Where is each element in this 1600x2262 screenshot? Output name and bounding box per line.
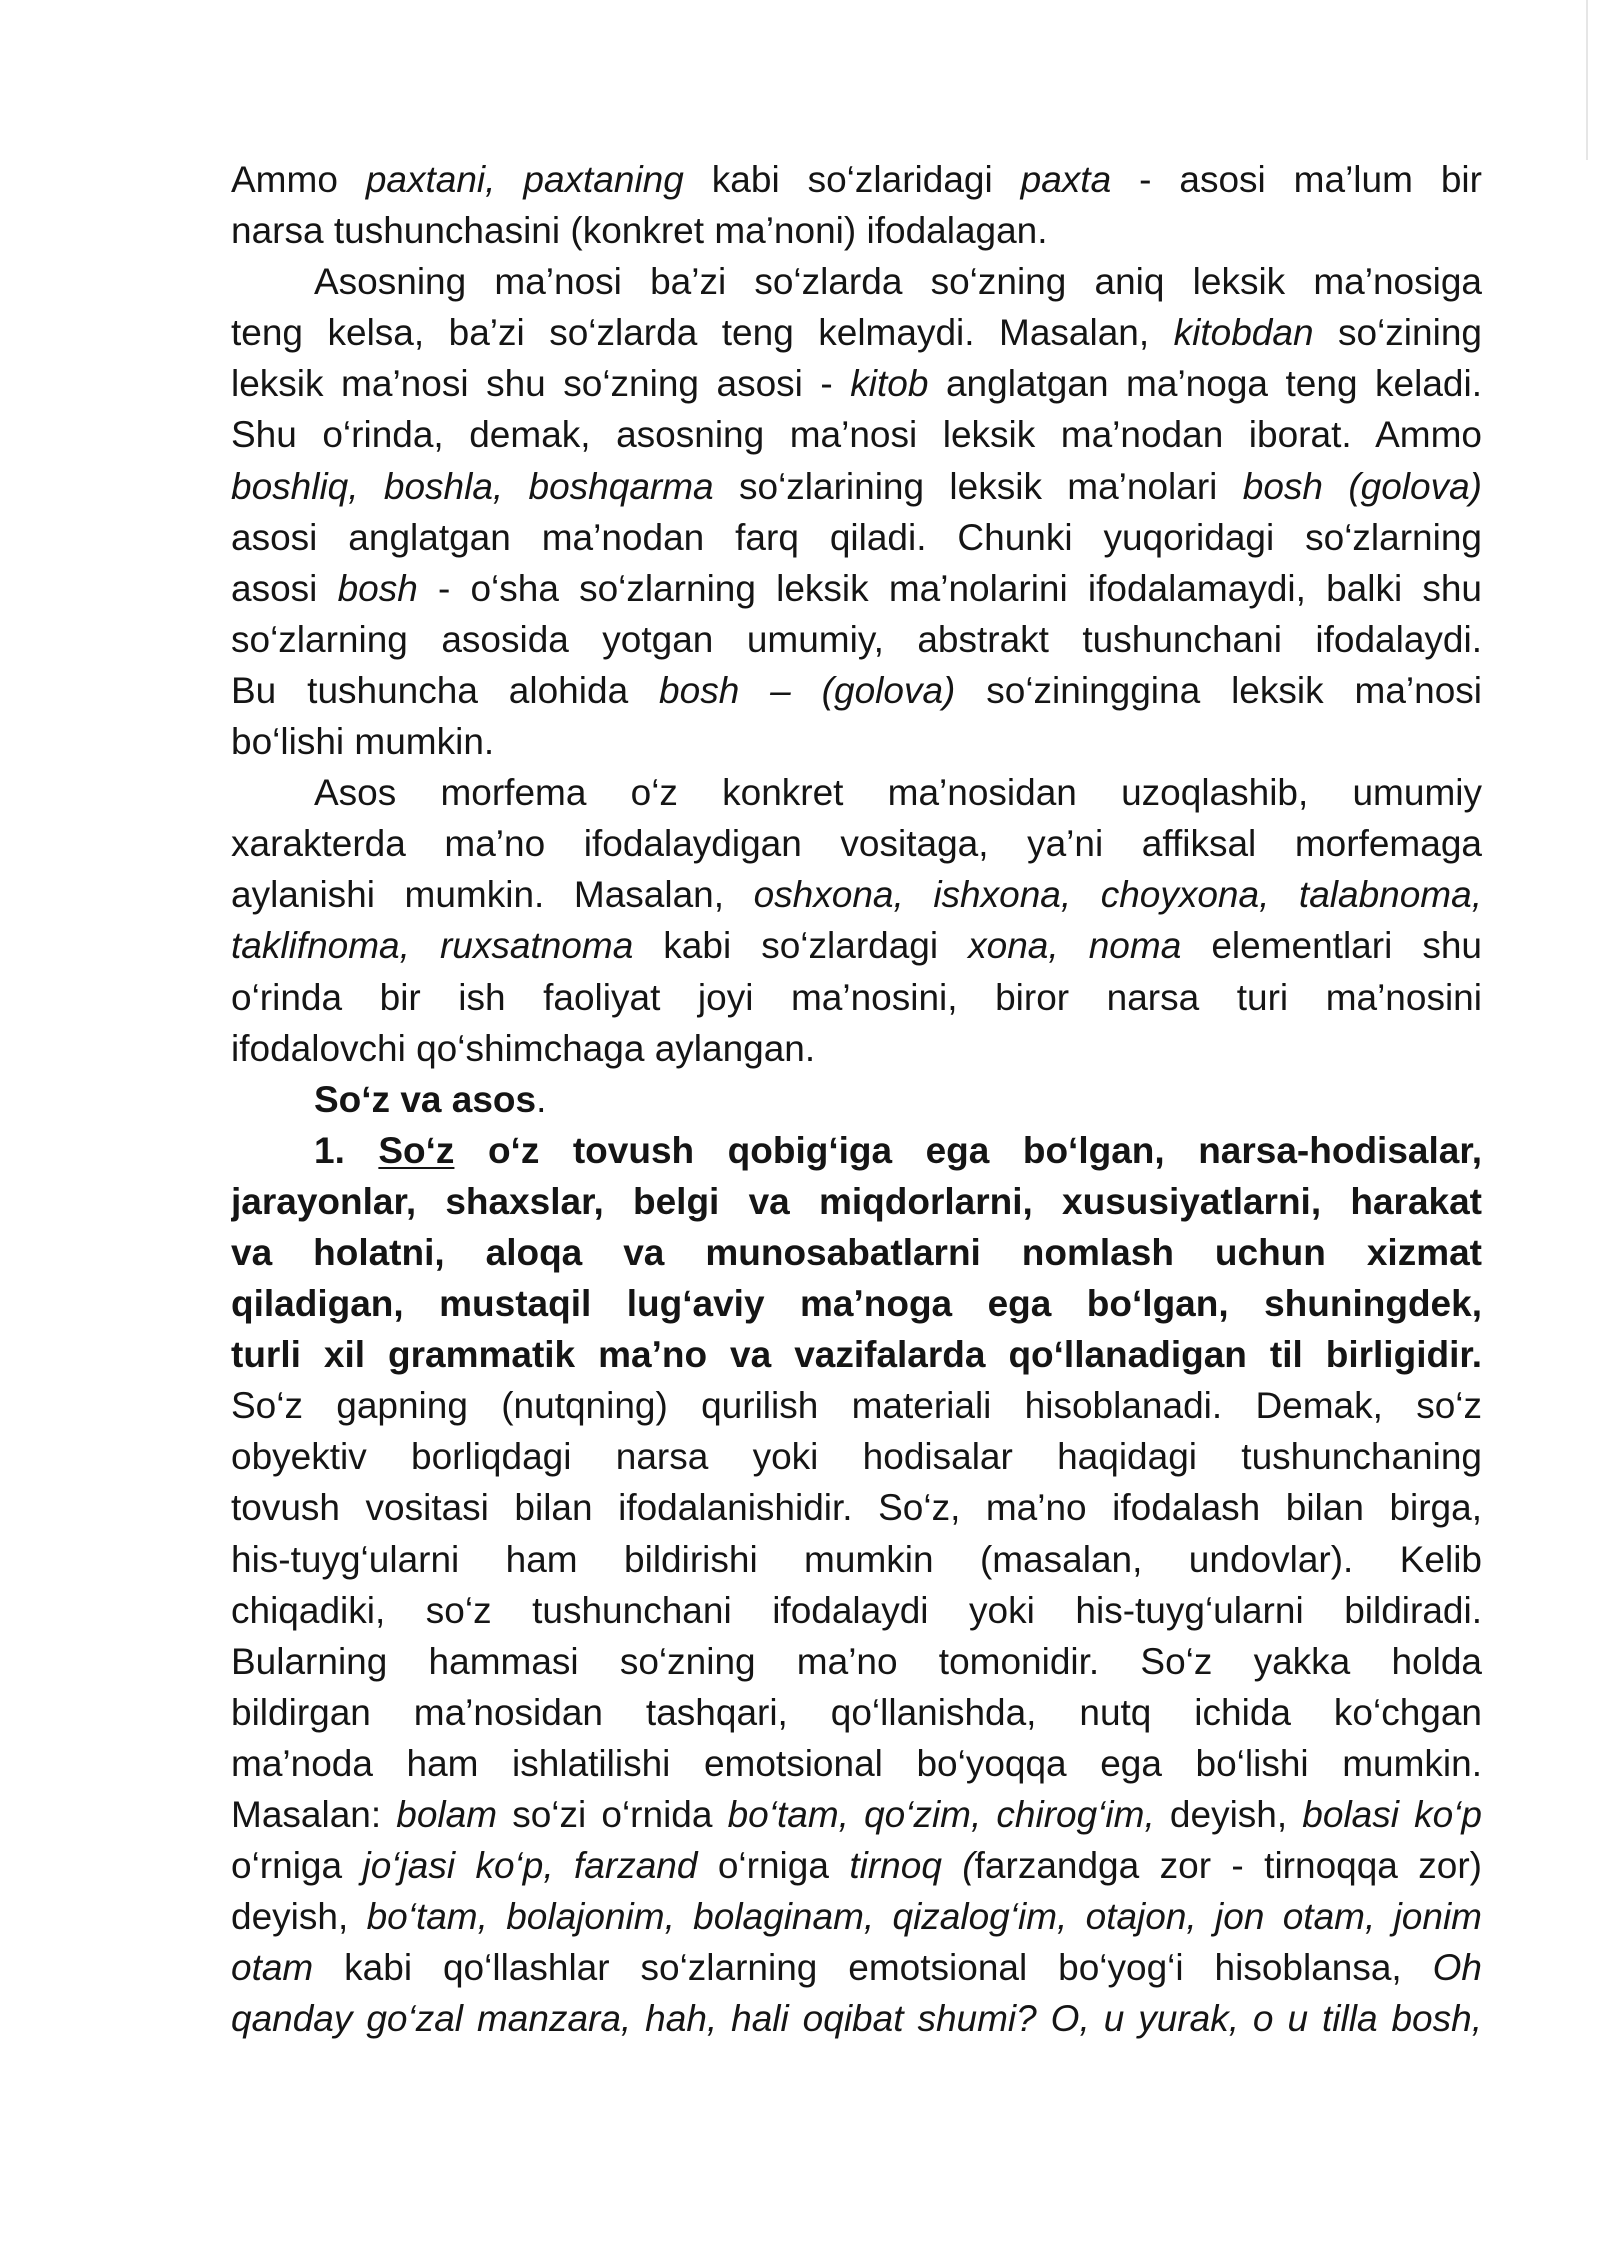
- text-run: kabi so‘zlaridagi: [683, 159, 1021, 200]
- text-run: obyektiv borliqdagi narsa yoki hodisalar haqidagi tushunchaning: [231, 1436, 1482, 1478]
- bold-text: qiladigan, mustaqil lug‘aviy ma’noga ega bo‘lgan, shuningdek,: [231, 1283, 1482, 1325]
- bold-text: jarayonlar, shaxslar, belgi va miqdorlarni, xususiyatlarni, harakat: [231, 1180, 1482, 1222]
- text-run: xarakterda ma’no ifodalaydigan vositaga, ya’ni affiksal morfemaga: [231, 823, 1482, 865]
- text-run: anglatgan ma’noga teng keladi.: [928, 363, 1482, 405]
- paragraph: [231, 767, 1482, 1074]
- text-run: kabi qo‘llashlar so‘zlarning emotsional bo‘yog‘i hisoblansa,: [313, 1947, 1433, 1989]
- section-heading: [231, 1074, 1482, 1125]
- bold-text: o‘z tovush qobig‘iga ega bo‘lgan, narsa-hodisalar,: [454, 1129, 1482, 1171]
- text-run: o‘rniga: [697, 1845, 850, 1887]
- paragraph-definition: [231, 1125, 1482, 2045]
- text-run: bo‘lishi mumkin.: [231, 721, 495, 763]
- text-run: narsa tushunchasini (konkret ma’noni) ifodalagan.: [231, 210, 1048, 252]
- italic-text: kitob: [850, 363, 929, 405]
- text-run: deyish,: [231, 1896, 367, 1938]
- text-run: so‘zlarining leksik ma’nolari: [713, 465, 1243, 507]
- italic-text: bo‘tam, qo‘zim, chirog‘im,: [727, 1794, 1155, 1835]
- text-run: Asos morfema o‘z konkret ma’nosidan uzoqlashib, umumiy: [314, 772, 1482, 814]
- italic-text: bolam: [396, 1794, 498, 1835]
- text-line: [231, 512, 1482, 563]
- bold-text: So‘z va asos: [314, 1078, 537, 1120]
- text-line: [231, 614, 1482, 665]
- italic-text: bosh: [337, 567, 418, 609]
- text-line: [231, 307, 1482, 358]
- text-line: [231, 920, 1482, 971]
- text-run: kabi so‘zlardagi: [633, 925, 969, 967]
- text-run: his-tuyg‘ularni ham bildirishi mumkin (masalan, undovlar). Kelib: [231, 1538, 1482, 1580]
- bold-text: turli xil grammatik ma’no va vazifalarda qo‘llanadigan til birligidir.: [231, 1334, 1482, 1376]
- text-run: so‘zlarning asosida yotgan umumiy, abstrakt tushunchani ifodalaydi.: [231, 618, 1482, 660]
- bold-text: 1.: [314, 1129, 379, 1171]
- italic-text: bosh (golova): [1242, 465, 1482, 507]
- text-run: .: [536, 1078, 547, 1120]
- text-line: [231, 1227, 1482, 1278]
- text-run: leksik ma’nosi shu so‘zning asosi -: [231, 363, 851, 405]
- text-line: [231, 1840, 1482, 1891]
- text-run: Asosning ma’nosi ba’zi so‘zlarda so‘zning aniq leksik ma’nosiga: [314, 261, 1482, 303]
- text-run: - asosi ma’lum bir: [1111, 159, 1482, 200]
- text-line: [231, 1687, 1482, 1738]
- text-run: - o‘sha so‘zlarning leksik ma’nolarini ifodalamaydi, balki shu: [417, 567, 1482, 609]
- text-line: [231, 1482, 1482, 1533]
- text-line: [231, 1636, 1482, 1687]
- text-line: [231, 1074, 1482, 1125]
- text-run: asosi: [231, 567, 338, 609]
- italic-text: tirnoq (: [849, 1845, 975, 1887]
- text-line: [231, 869, 1482, 920]
- text-run: ma’noda ham ishlatilishi emotsional bo‘yoqqa ega bo‘lishi mumkin.: [231, 1742, 1482, 1784]
- italic-text: otam: [231, 1947, 314, 1989]
- italic-text: taklifnoma, ruxsatnoma: [231, 925, 634, 967]
- italic-text: bosh – (golova): [659, 669, 956, 711]
- text-line: [231, 563, 1482, 614]
- text-line: [231, 1738, 1482, 1789]
- text-run: Bu tushuncha alohida: [231, 669, 660, 711]
- bold-text: va holatni, aloqa va munosabatlarni nomlash uchun xizmat: [231, 1231, 1482, 1273]
- text-run: tovush vositasi bilan ifodalanishidir. So‘z, ma’no ifodalash bilan birga,: [231, 1487, 1482, 1529]
- italic-text: boshliq, boshla, boshqarma: [231, 465, 714, 507]
- text-line: [231, 818, 1482, 869]
- text-run: asosi anglatgan ma’nodan farq qiladi. Chunki yuqoridagi so‘zlarning: [231, 516, 1482, 558]
- text-run: Ammo: [231, 159, 366, 200]
- underlined-bold-text: So‘z: [378, 1129, 455, 1171]
- italic-text: bolasi ko‘p: [1302, 1794, 1482, 1835]
- text-line: [231, 358, 1482, 409]
- text-line: [231, 716, 1482, 767]
- text-run: Shu o‘rinda, demak, asosning ma’nosi leksik ma’nodan iborat. Ammo: [231, 414, 1482, 456]
- italic-text: qanday go‘zal manzara, hah, hali oqibat shumi? O, u yurak, o u tilla bosh,: [231, 1998, 1482, 2040]
- text-line: [231, 1993, 1482, 2044]
- text-run: deyish,: [1154, 1794, 1303, 1835]
- text-line: [231, 972, 1482, 1023]
- text-line: [231, 1431, 1482, 1482]
- text-run: chiqadiki, so‘z tushunchani ifodalaydi yoki his-tuyg‘ularni bildiradi.: [231, 1589, 1482, 1631]
- paragraph-continuation: [231, 154, 1482, 256]
- text-line: [231, 205, 1482, 256]
- text-line: [231, 767, 1482, 818]
- text-run: so‘zininggina leksik ma’nosi: [955, 669, 1482, 711]
- text-line: [231, 1585, 1482, 1636]
- text-line: [231, 154, 1482, 205]
- italic-text: jo‘jasi ko‘p, farzand: [362, 1845, 698, 1887]
- text-line: [231, 1534, 1482, 1585]
- text-line: [231, 409, 1482, 460]
- text-run: o‘rinda bir ish faoliyat joyi ma’nosini, biror narsa turi ma’nosini: [231, 976, 1482, 1018]
- text-run: aylanishi mumkin. Masalan,: [231, 874, 754, 916]
- italic-text: oshxona, ishxona, choyxona, talabnoma,: [753, 874, 1482, 916]
- text-line: [231, 256, 1482, 307]
- text-run: farzandga zor - tirnoqqa zor): [974, 1845, 1482, 1887]
- italic-text: xona, noma: [968, 925, 1182, 967]
- text-run: elementlari shu: [1181, 925, 1482, 967]
- text-run: Masalan:: [231, 1794, 397, 1835]
- text-line: [231, 1891, 1482, 1942]
- text-line: [231, 1278, 1482, 1329]
- italic-text: paxta: [1020, 159, 1112, 200]
- text-run: bildirgan ma’nosidan tashqari, qo‘llanishda, nutq ichida ko‘chgan: [231, 1691, 1482, 1733]
- text-line: [231, 1125, 1482, 1176]
- text-line: [231, 1789, 1482, 1840]
- text-run: So‘z gapning (nutqning) qurilish materiali hisoblanadi. Demak, so‘z: [231, 1385, 1482, 1427]
- paragraph: [231, 256, 1482, 767]
- text-line: [231, 1942, 1482, 1993]
- text-run: o‘rniga: [231, 1845, 363, 1887]
- text-run: ifodalovchi qo‘shimchaga aylangan.: [231, 1027, 816, 1069]
- text-line: [231, 1176, 1482, 1227]
- italic-text: bo‘tam, bolajonim, bolaginam, qizalog‘im, otajon, jon otam, jonim: [366, 1896, 1482, 1938]
- text-line: [231, 1329, 1482, 1380]
- text-line: [231, 665, 1482, 716]
- text-run: teng kelsa, ba’zi so‘zlarda teng kelmaydi. Masalan,: [231, 312, 1174, 354]
- text-line: [231, 461, 1482, 512]
- italic-text: paxtani, paxtaning: [365, 159, 684, 200]
- text-run: so‘zining: [1313, 312, 1482, 354]
- italic-text: Oh: [1432, 1947, 1482, 1989]
- scan-edge-line: [1586, 0, 1588, 160]
- italic-text: kitobdan: [1173, 312, 1314, 354]
- text-line: [231, 1023, 1482, 1074]
- text-line: [231, 1380, 1482, 1431]
- document-page: [231, 154, 1482, 2044]
- text-run: Bularning hammasi so‘zning ma’no tomonidir. So‘z yakka holda: [231, 1640, 1482, 1682]
- text-run: so‘zi o‘rnida: [497, 1794, 728, 1835]
